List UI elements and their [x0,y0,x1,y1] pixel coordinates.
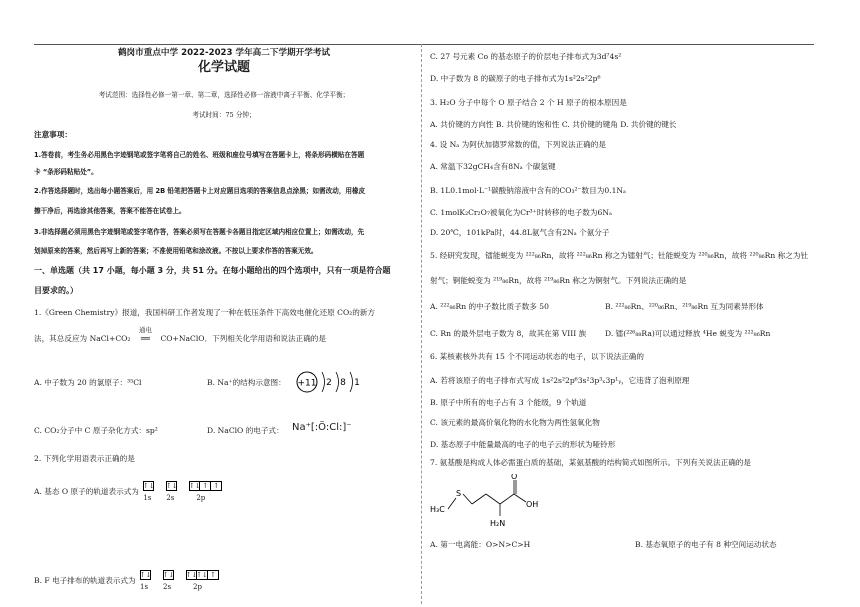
q1-stem-2 [34,326,326,344]
amino-label: H₂N [490,519,506,528]
notice-item-3b: 划掉原来的答案，然后再写上新的答案；不准使用铅笔和涂改液。不按以上要求作答的答案无效。 [34,247,318,255]
notice-item-2b: 擦干净后，再选涂其他答案，答案不能答在试卷上。 [34,207,186,215]
q6-option-d: D. 基态原子中能量最高的电子的电子云的形状为哑铃形 [430,440,616,449]
orbital-2p-3: ↑ [211,481,222,491]
notice-item-2a: 2.作答选择题时，选出每小题答案后，用 2B 铅笔把答题卡上对应题目选项的答案信息点涂黑；如需改动，用橡皮 [34,187,366,195]
oxygen-label: O [511,474,518,481]
notice-heading: 注意事项： [34,130,72,139]
q1-option-a: A. 中子数为 20 的氯原子：³⁵Cl [34,378,142,387]
q2-option-d: D. 中子数为 8 的碳原子的电子排布式为1s²2s²2p⁶ [430,74,601,83]
subject-title: 化学试题 [197,60,250,75]
exam-scope: 考试范围：选择性必修一第一章、第二章，选择性必修一溶液中离子平衡、化学平衡； [98,91,350,99]
orbital-2p-3: ↑ [208,570,219,580]
section-heading: 一、单选题（共 17 小题，每小题 3 分，共 51 分。在每小题给出的四个选项中，只有一项是符合题 [34,266,391,275]
q2-option-a [34,482,222,502]
orbital-2p-1: ↑↓ [185,571,198,579]
reaction-arrow: 通电 ══ [130,334,160,344]
section-heading-cont: 目要求的。） [34,286,78,295]
q3-options: A. 共价键的方向性 B. 共价键的饱和性 C. 共价键的键角 D. 共价键的键长 [430,120,677,129]
exam-title: 鹤岗市重点中学 2022-2023 学年高二下学期开学考试 [117,48,331,58]
q3-stem: 3. H₂O 分子中每个 O 原子结合 2 个 H 原子的根本原因是 [430,98,627,107]
q1-equation-left: 法，其总反应为 NaCl+CO₂ [34,334,131,343]
orbital-2p-1: ↑↓ [188,482,201,490]
q6-option-c: C. 该元素的最高价氧化物的水化物为两性氢氧化物 [430,418,600,427]
q5-stem-2: 射气；锕能蜕变为 ²¹⁹₈₆Rn，故将 ²¹⁹₈₆Rn 称之为锕射气。下列说法正确的是 [430,276,687,285]
orbital-2p-2: ↑↓ [196,571,208,579]
orbital-2s: ↑↓ [162,571,175,579]
orbital-2s: ↑↓ [165,482,178,490]
q4-option-a: A. 常温下32gCH₄含有8Nₐ 个碳氢键 [430,162,556,171]
q5-option-c: C. Rn 的最外层电子数为 8，故其在第 VIII 族 [430,329,587,338]
q2-stem: 2. 下列化学用语表示正确的是 [34,454,135,463]
header-rule [34,44,814,45]
notice-item-3a: 3.非选择题必须用黑色字迹钢笔或签字笔作答，答案必须写在答题卡各题目指定区域内相应位置上；如需改动，先 [34,228,365,236]
shell-3: 1 [354,378,360,388]
q2-option-b [34,571,219,591]
orbital-1s: ↑↓ [139,571,152,579]
orbital-labels: 1s 2s 2p [140,583,202,591]
q7-option-a: A. 第一电离能：O>N>C>H [430,540,531,549]
orbital-2p-2: ↑ [200,481,211,491]
q2-a-orbital-diagram [142,481,222,502]
naclo-electron-formula: Na⁺[:Ö:Cl:]⁻ [292,422,352,433]
q4-option-d: D. 20℃，101kPa时，44.8L氨气含有2Nₐ 个氨分子 [430,228,610,237]
q7-stem: 7. 氨基酸是构成人体必需蛋白质的基础，某氨基酸的结构简式如图所示。下列有关说法正确的是 [430,458,751,467]
q4-option-c: C. 1molK₂Cr₂O₇被氧化为Cr³⁺时转移的电子数为6Nₐ [430,208,612,217]
q6-stem: 6. 某核素核外共有 15 个不同运动状态的电子，以下说法正确的 [430,352,644,361]
na-ion-structure-diagram [294,368,374,396]
column-divider [421,44,422,604]
q5-option-b: B. ²²²₈₆Rn、²²⁰₈₆Rn、²¹⁹₈₆Rn 互为同素异形体 [605,302,764,311]
q1-stem-1: 1.《Green Chemistry》报道，我国科研工作者发现了一种在低压条件下高效电催化还原 CO₂的新方 [34,308,376,317]
q1-option-b: B. Na⁺的结构示意图： [207,378,286,387]
amino-acid-structure [430,474,560,534]
q2-option-b-text: B. F 电子排布的轨道表示式为 [34,576,136,585]
orbital-1s: ↑↓ [142,482,155,490]
q7-option-b: B. 基态氧原子的电子有 8 种空间运动状态 [635,540,777,549]
q6-option-a: A. 若将该原子的电子排布式写成 1s²2s²2p⁶3s²3p³ₓ3p¹ᵧ，它违背了泡利原理 [430,376,690,385]
q1-equation-right: CO+NaClO．下列相关化学用语和说法正确的是 [160,334,326,343]
notice-item-1a: 1.答卷前，考生务必用黑色字迹钢笔或签字笔将自己的姓名、班级和座位号填写在答题卡上，将条形码横贴在答题 [34,151,365,159]
methyl-label: H₃C [430,505,445,514]
q2-b-orbital-diagram [139,570,219,591]
q6-option-b: B. 原子中所有的电子占有 3 个能级，9 个轨道 [430,398,587,407]
reaction-condition: 通电 [138,326,152,334]
q5-option-a: A. ²²²₈₆Rn 的中子数比质子数多 50 [430,302,549,311]
q1-option-d: D. NaClO 的电子式： [207,426,284,435]
q1-option-c: C. CO₂分子中 C 原子杂化方式：sp² [34,426,158,435]
shell-1: 2 [326,378,332,388]
orbital-labels: 1s 2s 2p [143,494,206,502]
q4-option-b: B. 1L0.1mol·L⁻¹碳酸钠溶液中含有的CO₃²⁻数目为0.1Nₐ [430,186,626,195]
sulfur-label: S [456,489,462,498]
q5-option-d: D. 镭(²²⁶₈₈Ra)可以通过释放 ⁴He 蜕变为 ²²²₈₆Rn [605,329,771,338]
q4-stem: 4. 设 Nₐ 为阿伏加德罗常数的值，下列说法正确的是 [430,140,606,149]
q5-stem-1: 5. 经研究发现，镭能蜕变为 ²²²₈₆Rn，故将 ²²²₈₆Rn 称之为镭射气；钍能蜕变为 ²²⁰₈₆Rn，故将 ²²⁰₈₆Rn 称之为钍 [430,251,809,260]
q2-option-a-text: A. 基态 O 原子的轨道表示式为 [34,487,139,496]
nucleus-label: +11 [297,378,317,389]
shell-2: 8 [340,378,346,388]
notice-item-1b: 卡 “条形码粘贴处”。 [34,168,98,176]
q2-option-c: C. 27 号元素 Co 的基态原子的价层电子排布式为3d⁷4s² [430,52,622,61]
exam-time: 考试时间：75 分钟； [192,111,256,119]
hydroxyl-label: OH [526,500,539,509]
